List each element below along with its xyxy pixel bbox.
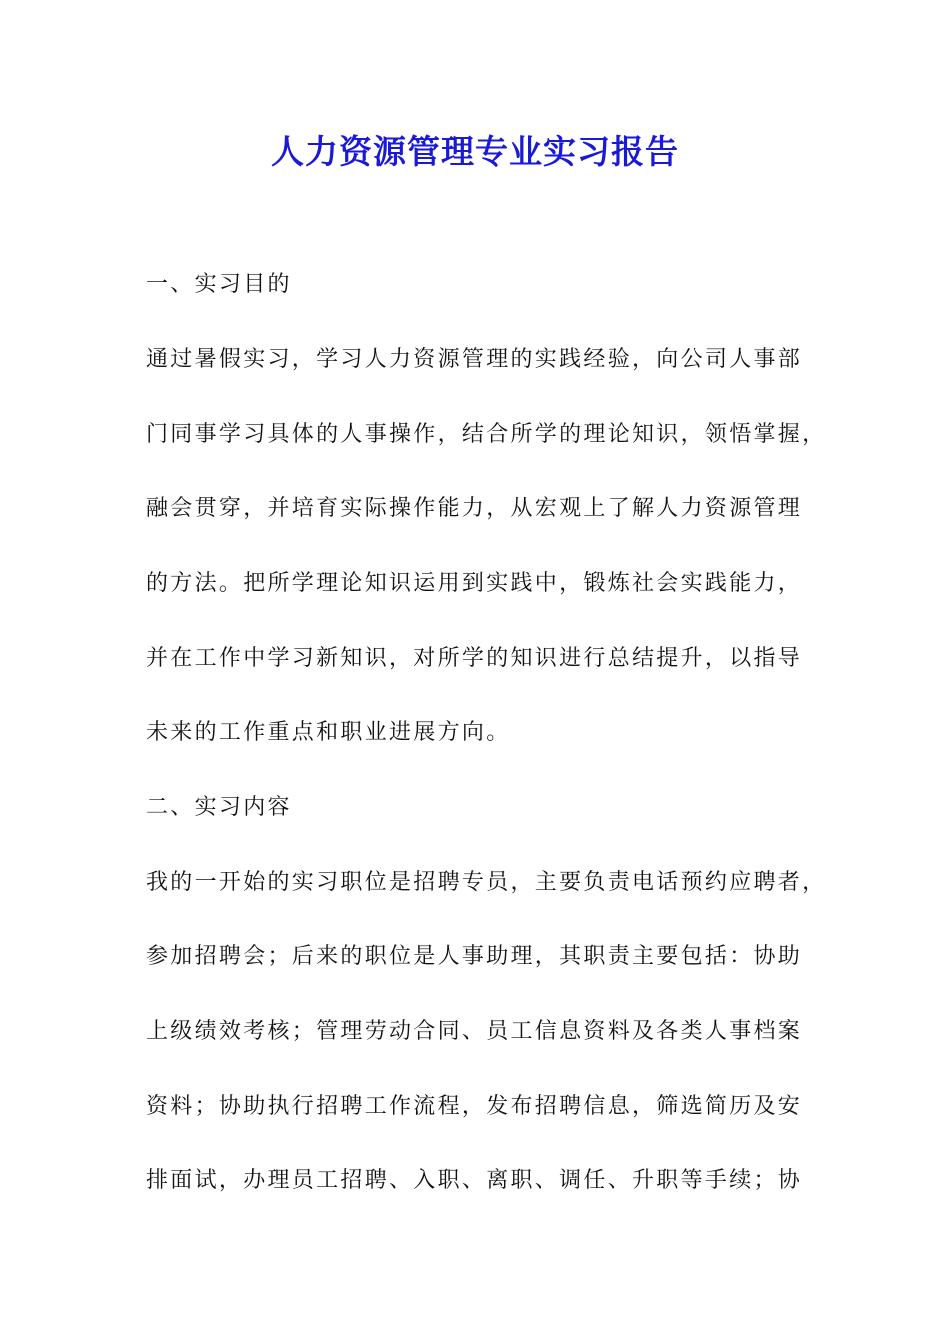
paragraph-line: 上级绩效考核；管理劳动合同、员工信息资料及各类人事档案 bbox=[146, 1019, 803, 1044]
paragraph-line: 的方法。把所学理论知识运用到实践中，锻炼社会实践能力， bbox=[146, 571, 803, 596]
paragraph-line: 我的一开始的实习职位是招聘专员，主要负责电话预约应聘者， bbox=[146, 870, 827, 895]
paragraph-line: 参加招聘会；后来的职位是人事助理，其职责主要包括：协助 bbox=[146, 944, 803, 969]
paragraph-line: 资料；协助执行招聘工作流程，发布招聘信息，筛选简历及安 bbox=[146, 1094, 803, 1119]
section-heading-content: 二、实习内容 bbox=[146, 795, 292, 820]
paragraph-line: 门同事学习具体的人事操作，结合所学的理论知识，领悟掌握， bbox=[146, 422, 827, 447]
section-heading-purpose: 一、实习目的 bbox=[146, 272, 292, 297]
paragraph-line: 融会贯穿，并培育实际操作能力，从宏观上了解人力资源管理 bbox=[146, 496, 803, 521]
paragraph-line: 排面试，办理员工招聘、入职、离职、调任、升职等手续；协 bbox=[146, 1168, 803, 1193]
document-title: 人力资源管理专业实习报告 bbox=[271, 132, 679, 171]
paragraph-line: 通过暑假实习，学习人力资源管理的实践经验，向公司人事部 bbox=[146, 347, 803, 372]
paragraph-line: 并在工作中学习新知识，对所学的知识进行总结提升，以指导 bbox=[146, 646, 803, 671]
paragraph-line: 未来的工作重点和职业进展方向。 bbox=[146, 720, 511, 745]
